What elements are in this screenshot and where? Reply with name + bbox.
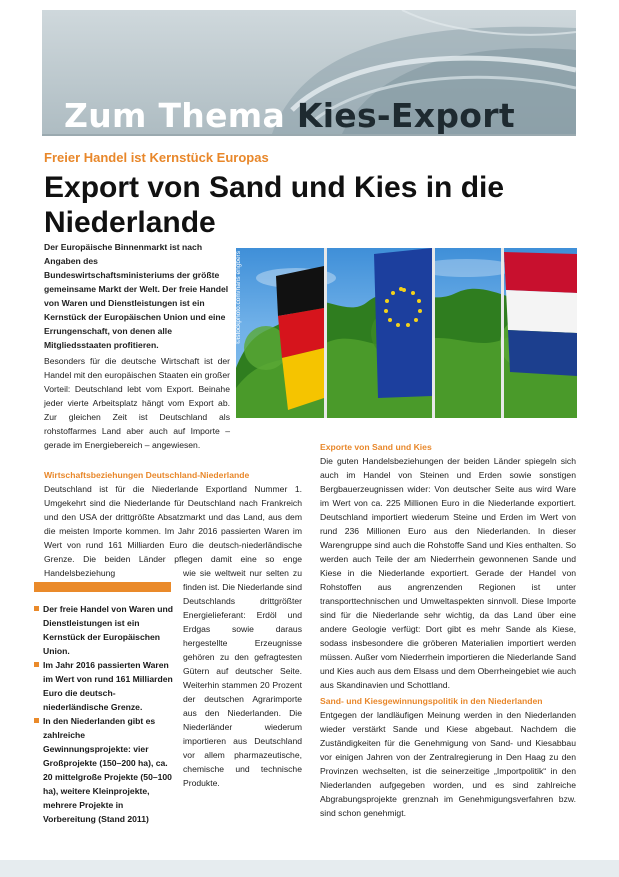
flag-eu-icon [374, 248, 432, 398]
section-text-continued: wie sie weltweit nur selten zu finden ist. Die Niederlande sind Deutschlands drittgrößter Energielieferant: Erdöl und Erdgas sowie daraus hergestellte Erzeugnisse gehören zu den gefragtesten Gütern auf deutscher Seite. Weiterhin stammen 20 Prozent der deutschen Agrarimporte aus den Niederlanden. Die Niederländer wiederum importieren aus Deutschland vor allem pharmazeutische, chemische und technische Produkte. [183, 568, 302, 788]
photo-credit [236, 248, 248, 358]
flags-photo-graphic [236, 248, 577, 418]
bullet-square-icon [34, 718, 39, 723]
bullet-square-icon [34, 662, 39, 667]
page-title [64, 96, 515, 134]
section-extraction-policy [320, 694, 576, 820]
section-text: Die guten Handelsbeziehungen der beiden Länder spiegeln sich auch im Handel von Steinen und Erden sowie sonstigen Bergbauerzeugnissen wider: Von deutscher Seite aus wird Ware im Wert von ca. 225 Millionen Euro in die Niederlande exportiert. Deutschland importiert wiederum Steine und Erden im Wert von rund 236 Millionen Euro aus den Niederlanden. In dieser Warengruppe sind auch die Rohstoffe Sand und Kies enthalten. So werden auch Teile der am Niederrhein gewonnenen Sande und Kiese in die Niederlande exportiert. Gerade der Handel von Rohstoffen aus angrenzenden Regionen ist unter transporttechnischen und Umweltaspekten sinnvoll. Diese Importe sind für die Niederlande sehr wichtig, da das Land über eine andere Geologie verfügt: Dort gibt es mehr Sande als Kiese, sodass insbesondere die gröberen Materialien importiert werden müssen. Außer vom Niederrhein importieren die Niederlande Sand und Kies auch aus dem Elsass und dem Oberrheingebiet wie auch aus Skandinavien und Schottland. [320, 456, 576, 690]
header-divider [42, 134, 576, 136]
page-title-prefix: Zum Thema [64, 96, 297, 134]
page-bottom-bar [0, 860, 619, 877]
kicker: Freier Handel ist Kernstück Europas [44, 150, 269, 165]
section-trade-relations [44, 468, 302, 580]
section-sand-gravel-exports [320, 440, 576, 692]
factbox-list [34, 602, 174, 826]
page-title-topic: Kies-Export [296, 96, 515, 134]
bullet-square-icon [34, 606, 39, 611]
factbox-bar [34, 582, 171, 592]
section-text: Deutschland ist für die Niederlande Exportland Nummer 1. Umgekehrt sind die Niederlande für Deutschland nach Frankreich und den USA der drittgrößte Absatzmarkt und das Land, aus dem die meisten Importe kommen. Im Jahr 2016 passierten Waren im Wert von rund 161 Milliarden Euro die deutsch-niederländische Grenze. Die beiden Länder pflegen damit eine so enge Handelsbeziehung [44, 484, 302, 578]
list-item: Der freie Handel von Waren und Dienstleistungen ist ein Kernstück der Europäischen Union. [34, 602, 174, 658]
article-headline: Export von Sand und Kies in die Niederlande [44, 171, 505, 239]
flag-netherlands-icon [504, 252, 577, 376]
section-text: Entgegen der landläufigen Meinung werden in den Niederlanden wieder verstärkt Sande und Kiese abgebaut. Nachdem die Zuständigkeiten für die Genehmigung von Sand- und Kiesabbau vor einigen Jahren von der Zentralregierung in Den Haag zu den Provinzen wechselten, ist die seinerzeitige „Importpolitik“ in den Niederlanden aufgegeben worden, und es sind zahlreiche Abgrabungsprojekte grenznah im Genehmigungsverfahren bzw. sind schon genehmigt. [320, 710, 576, 818]
flags-photo [236, 248, 577, 418]
intro-paragraph: Besonders für die deutsche Wirtschaft ist der Handel mit den europäischen Staaten ein großer Vorteil: Deutschland lebt vom Export. Beinahe jeder vierte Arbeitsplatz hängt vom Export ab. Zur gleichen Zeit ist Deutschland als rohstoffarmes Land aber auch auf Importe – gerade im Energiebereich – angewiesen. [44, 356, 230, 450]
list-item: Im Jahr 2016 passierten Waren im Wert von rund 161 Milliarden Euro die deutsch-niederländische Grenze. [34, 658, 174, 714]
photo-credit-text: ©istockphoto.com/hans engbers [234, 251, 242, 344]
section-heading: Exporte von Sand und Kies [320, 442, 432, 452]
header-banner [42, 10, 576, 134]
section-heading: Sand- und Kiesgewinnungspolitik in den Niederlanden [320, 696, 543, 706]
section-heading: Wirtschaftsbeziehungen Deutschland-Niederlande [44, 470, 250, 480]
list-item: In den Niederlanden gibt es zahlreiche Gewinnungsprojekte: vier Großprojekte (150–200 ha), ca. 20 mittelgroße Projekte (50–100 ha), weitere Kleinprojekte, mehrere Projekte in Vorbereitung (Stand 2011) [34, 714, 174, 826]
lead-paragraph: Der Europäische Binnenmarkt ist nach Angaben des Bundeswirtschaftsministeriums der größte gemeinsame Markt der Welt. Der freie Handel von Waren und Dienstleistungen ist ein Kernstück der Europäischen Union und eine Errungenschaft, von denen alle Mitgliedsstaaten profitieren. [44, 242, 229, 350]
